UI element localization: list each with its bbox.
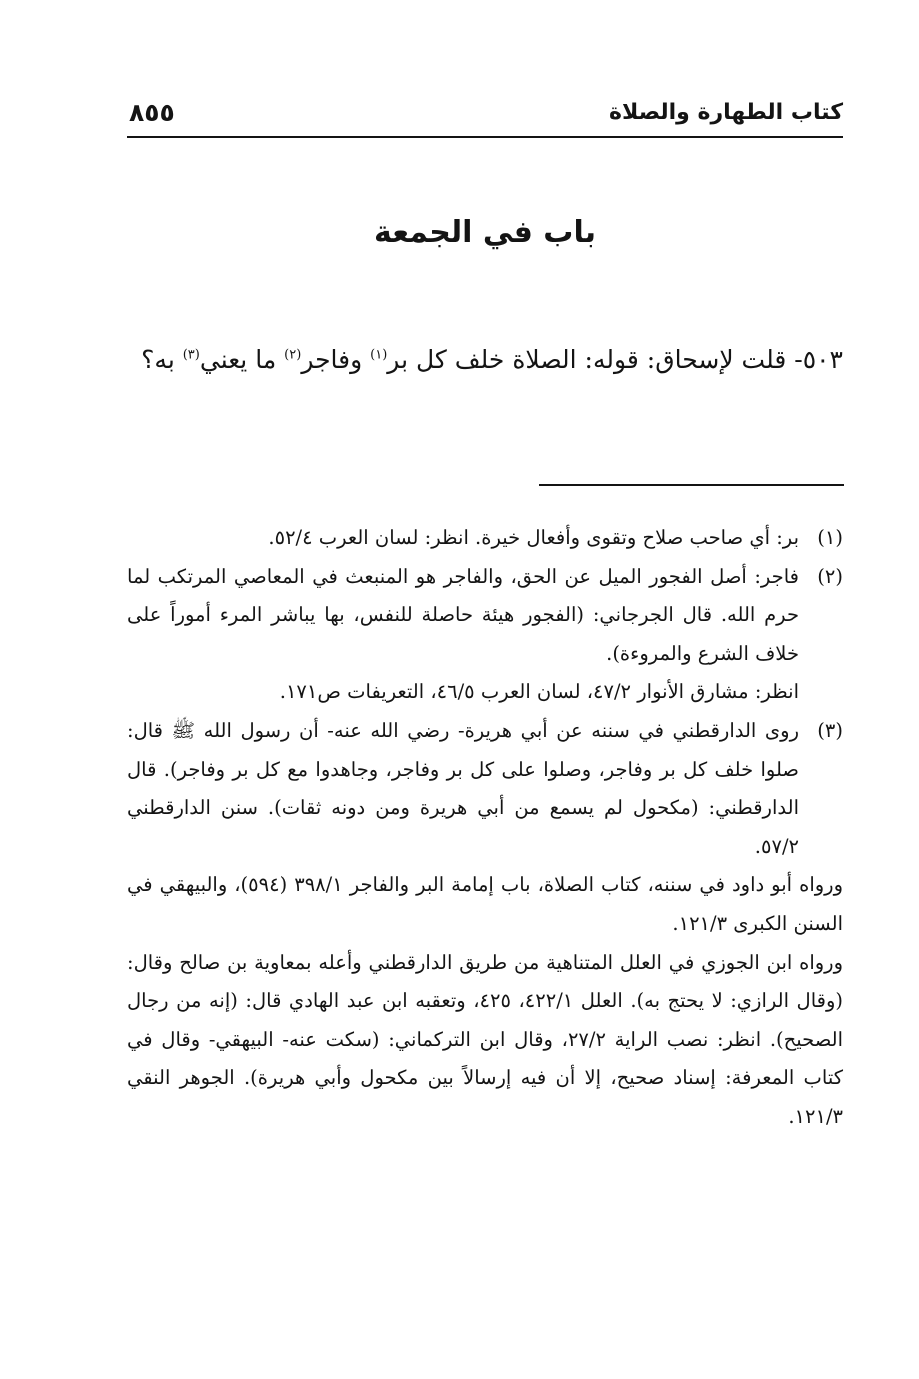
- footnote-text: روى الدارقطني في سننه عن أبي هريرة- رضي الله عنه- أن رسول الله ﷺ قال: صلوا خلف كل بر وفاجر، وصلوا على كل بر وفاجر، وجاهدوا مع كل بر وفاجر). قال الدارقطني: (مكحول لم يسمع من أبي هريرة ومن دونه ثقات). سنن الدارقطني ٥٧/٢.: [127, 718, 799, 858]
- footnote-3-paragraph-3: ورواه ابن الجوزي في العلل المتناهية من طريق الدارقطني وأعله بمعاوية بن صالح وقال: (وقال الرازي: لا يحتج به). العلل ٤٢٢/١، ٤٢٥، وتعقبه ابن عبد الهادي قال: (إنه من رجال الصحيح). انظر: نصب الراية ٢٧/٢، وقال ابن التركماني: (سكت عنه- البيهقي- وقال في كتاب المعرفة: إسناد صحيح، إلا أن فيه إرسالاً بين مكحول وأبي هريرة). الجوهر النقي ١٢١/٣.: [127, 950, 844, 1128]
- footnote-ref-3: (٣): [182, 347, 200, 363]
- footnote-separator: [539, 484, 844, 486]
- chapter-title: باب في الجمعة: [374, 215, 596, 250]
- book-title: كتاب الطهارة والصلاة: [609, 100, 843, 125]
- footnote-ref-2: (٢): [284, 347, 302, 363]
- footnotes: [127, 519, 843, 1137]
- footnote-ref-1: (١): [370, 347, 388, 363]
- footnote-number: (٣): [817, 718, 843, 742]
- footnote-2-sources: انظر: مشارق الأنوار ٤٧/٢، لسان العرب ٤٦/٥، التعريفات ص١٧١.: [279, 680, 799, 704]
- question-part-3: ما يعني: [199, 345, 285, 374]
- footnote-3-paragraph-2: ورواه أبو داود في سننه، كتاب الصلاة، باب إمامة البر والفاجر ٣٩٨/١ (٥٩٤)، والبيهقي في السنن الكبرى ١٢١/٣.: [127, 873, 844, 935]
- footnote-3: [127, 712, 843, 866]
- footnote-number: (١): [817, 526, 843, 549]
- page-number: ٨٥٥: [129, 98, 175, 127]
- footnote-1: [127, 519, 843, 558]
- footnote-text: بر: أي صاحب صلاح وتقوى وأفعال خيرة. انظر: لسان العرب ٥٢/٤.: [268, 526, 799, 549]
- question-part-1: ٥٠٣- قلت لإسحاق: قوله: الصلاة خلف كل بر: [387, 345, 843, 374]
- footnote-number: (٢): [817, 564, 843, 588]
- running-header: [127, 98, 843, 138]
- footnote-2: [127, 558, 843, 674]
- question-paragraph: [127, 332, 843, 388]
- question-part-4: به؟: [141, 345, 183, 374]
- footnote-text: فاجر: أصل الفجور الميل عن الحق، والفاجر هو المنبعث في المعاصي المرتكب لما حرم الله. قال الجرجاني: (الفجور هيئة حاصلة للنفس، بها يباشر المرء أموراً على خلاف الشرع والمروءة).: [127, 564, 799, 665]
- main-text: [127, 332, 843, 388]
- question-part-2: وفاجر: [301, 345, 371, 374]
